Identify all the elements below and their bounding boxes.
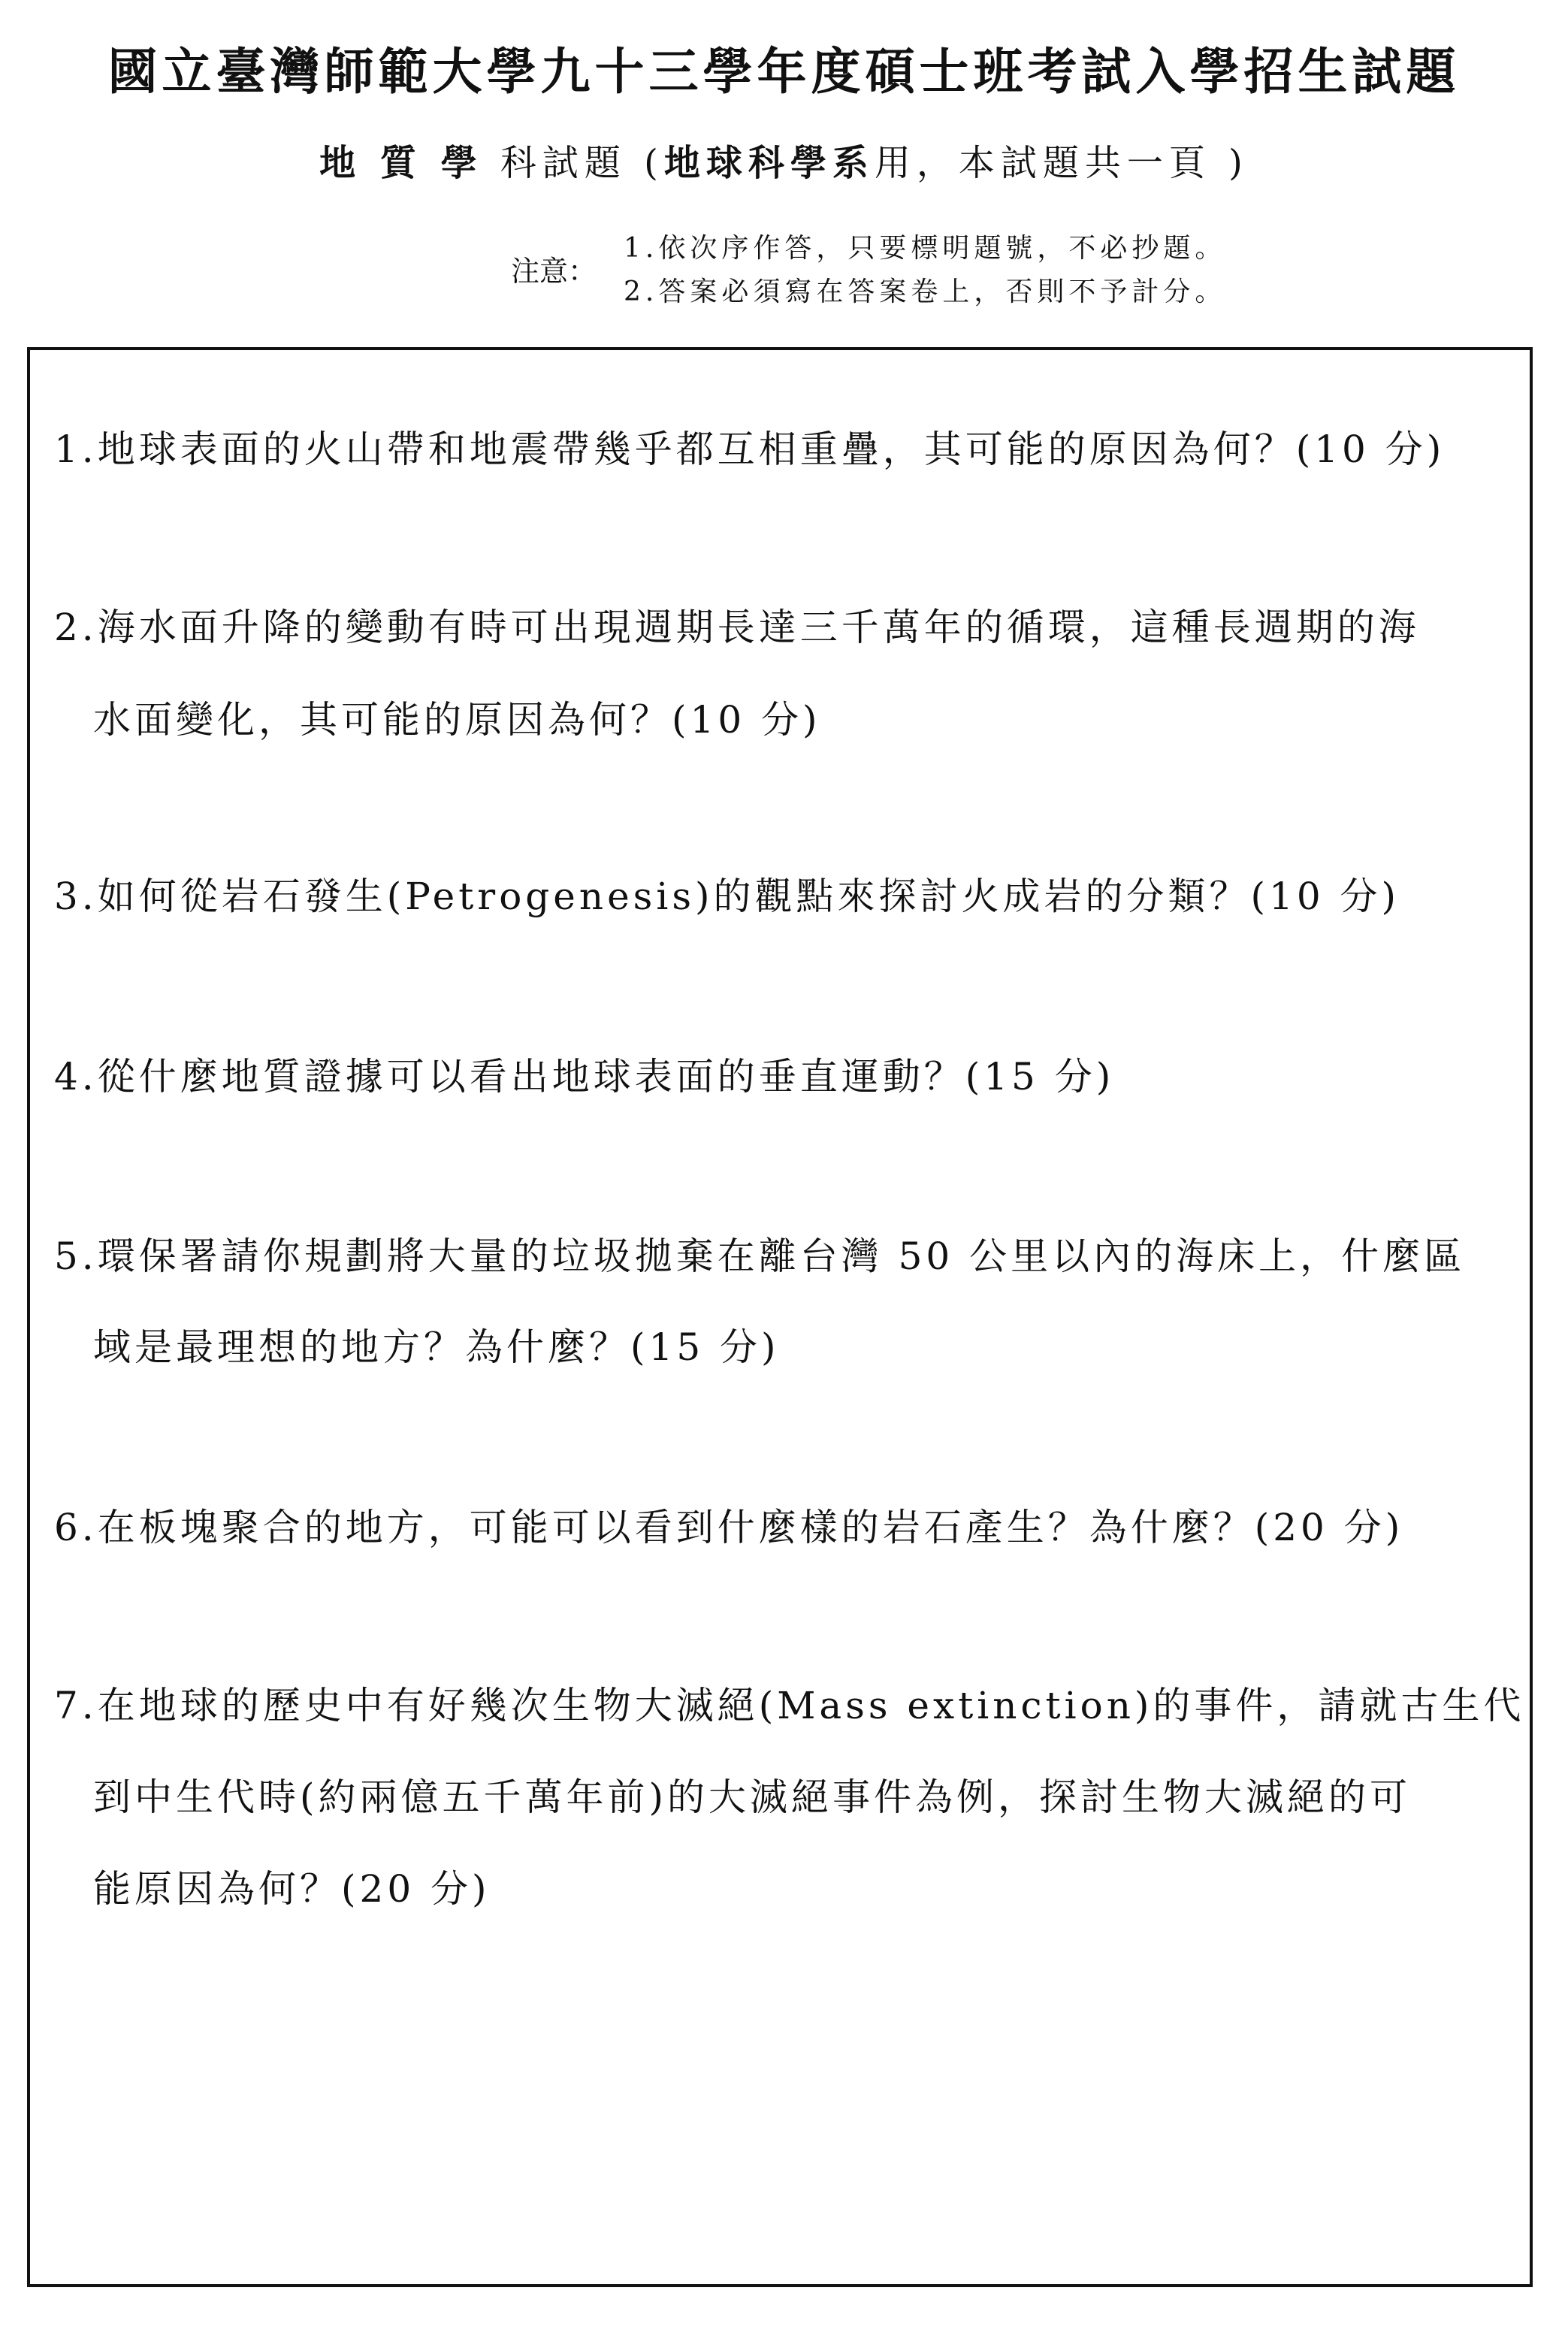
question-3: 3.如何從岩石發生(Petrogenesis)的觀點來探討火成岩的分類？(10 分) <box>54 875 1400 918</box>
subject-name: 地 質 學 <box>319 142 483 184</box>
notice-item: 1.依次序作答，只要標明題號，不必抄題。 <box>624 233 1227 264</box>
question-7-line-2: 到中生代時(約兩億五千萬年前)的大滅絕事件為例，探討生物大滅絕的可 <box>93 1775 1412 1819</box>
notice-label: 注意： <box>511 255 597 288</box>
exam-title: 國立臺灣師範大學九十三學年度碩士班考試入學招生試題 <box>107 42 1461 101</box>
question-2-line-2: 水面變化，其可能的原因為何？(10 分) <box>93 698 821 742</box>
department-name: 地球科學系 <box>663 142 875 184</box>
question-7: 7.在地球的歷史中有好幾次生物大滅絕(Mass extinction)的事件，請就古生代 <box>54 1684 1525 1727</box>
notice-block <box>511 219 1503 317</box>
question-5-line-2: 域是最理想的地方？為什麼？(15 分) <box>93 1325 780 1369</box>
question-1: 1.地球表面的火山帶和地震帶幾乎都互相重疊，其可能的原因為何？(10 分) <box>54 428 1446 471</box>
question-5: 5.環保署請你規劃將大量的垃圾拋棄在離台灣 50 公里以內的海床上，什麼區 <box>54 1234 1466 1278</box>
question-4: 4.從什麼地質證據可以看出地球表面的垂直運動？(15 分) <box>54 1055 1115 1098</box>
exam-subtitle <box>0 134 1568 186</box>
question-7-line-3: 能原因為何？(20 分) <box>93 1867 491 1911</box>
notice-item: 2.答案必須寫在答案卷上，否則不予計分。 <box>624 277 1227 307</box>
question-6: 6.在板塊聚合的地方，可能可以看到什麼樣的岩石產生？為什麼？(20 分) <box>54 1506 1404 1549</box>
subtitle-text: 科試題 ( <box>482 142 664 184</box>
subtitle-tail: 用，本試題共一頁 ) <box>874 142 1249 184</box>
question-2: 2.海水面升降的變動有時可出現週期長達三千萬年的循環，這種長週期的海 <box>54 606 1420 649</box>
